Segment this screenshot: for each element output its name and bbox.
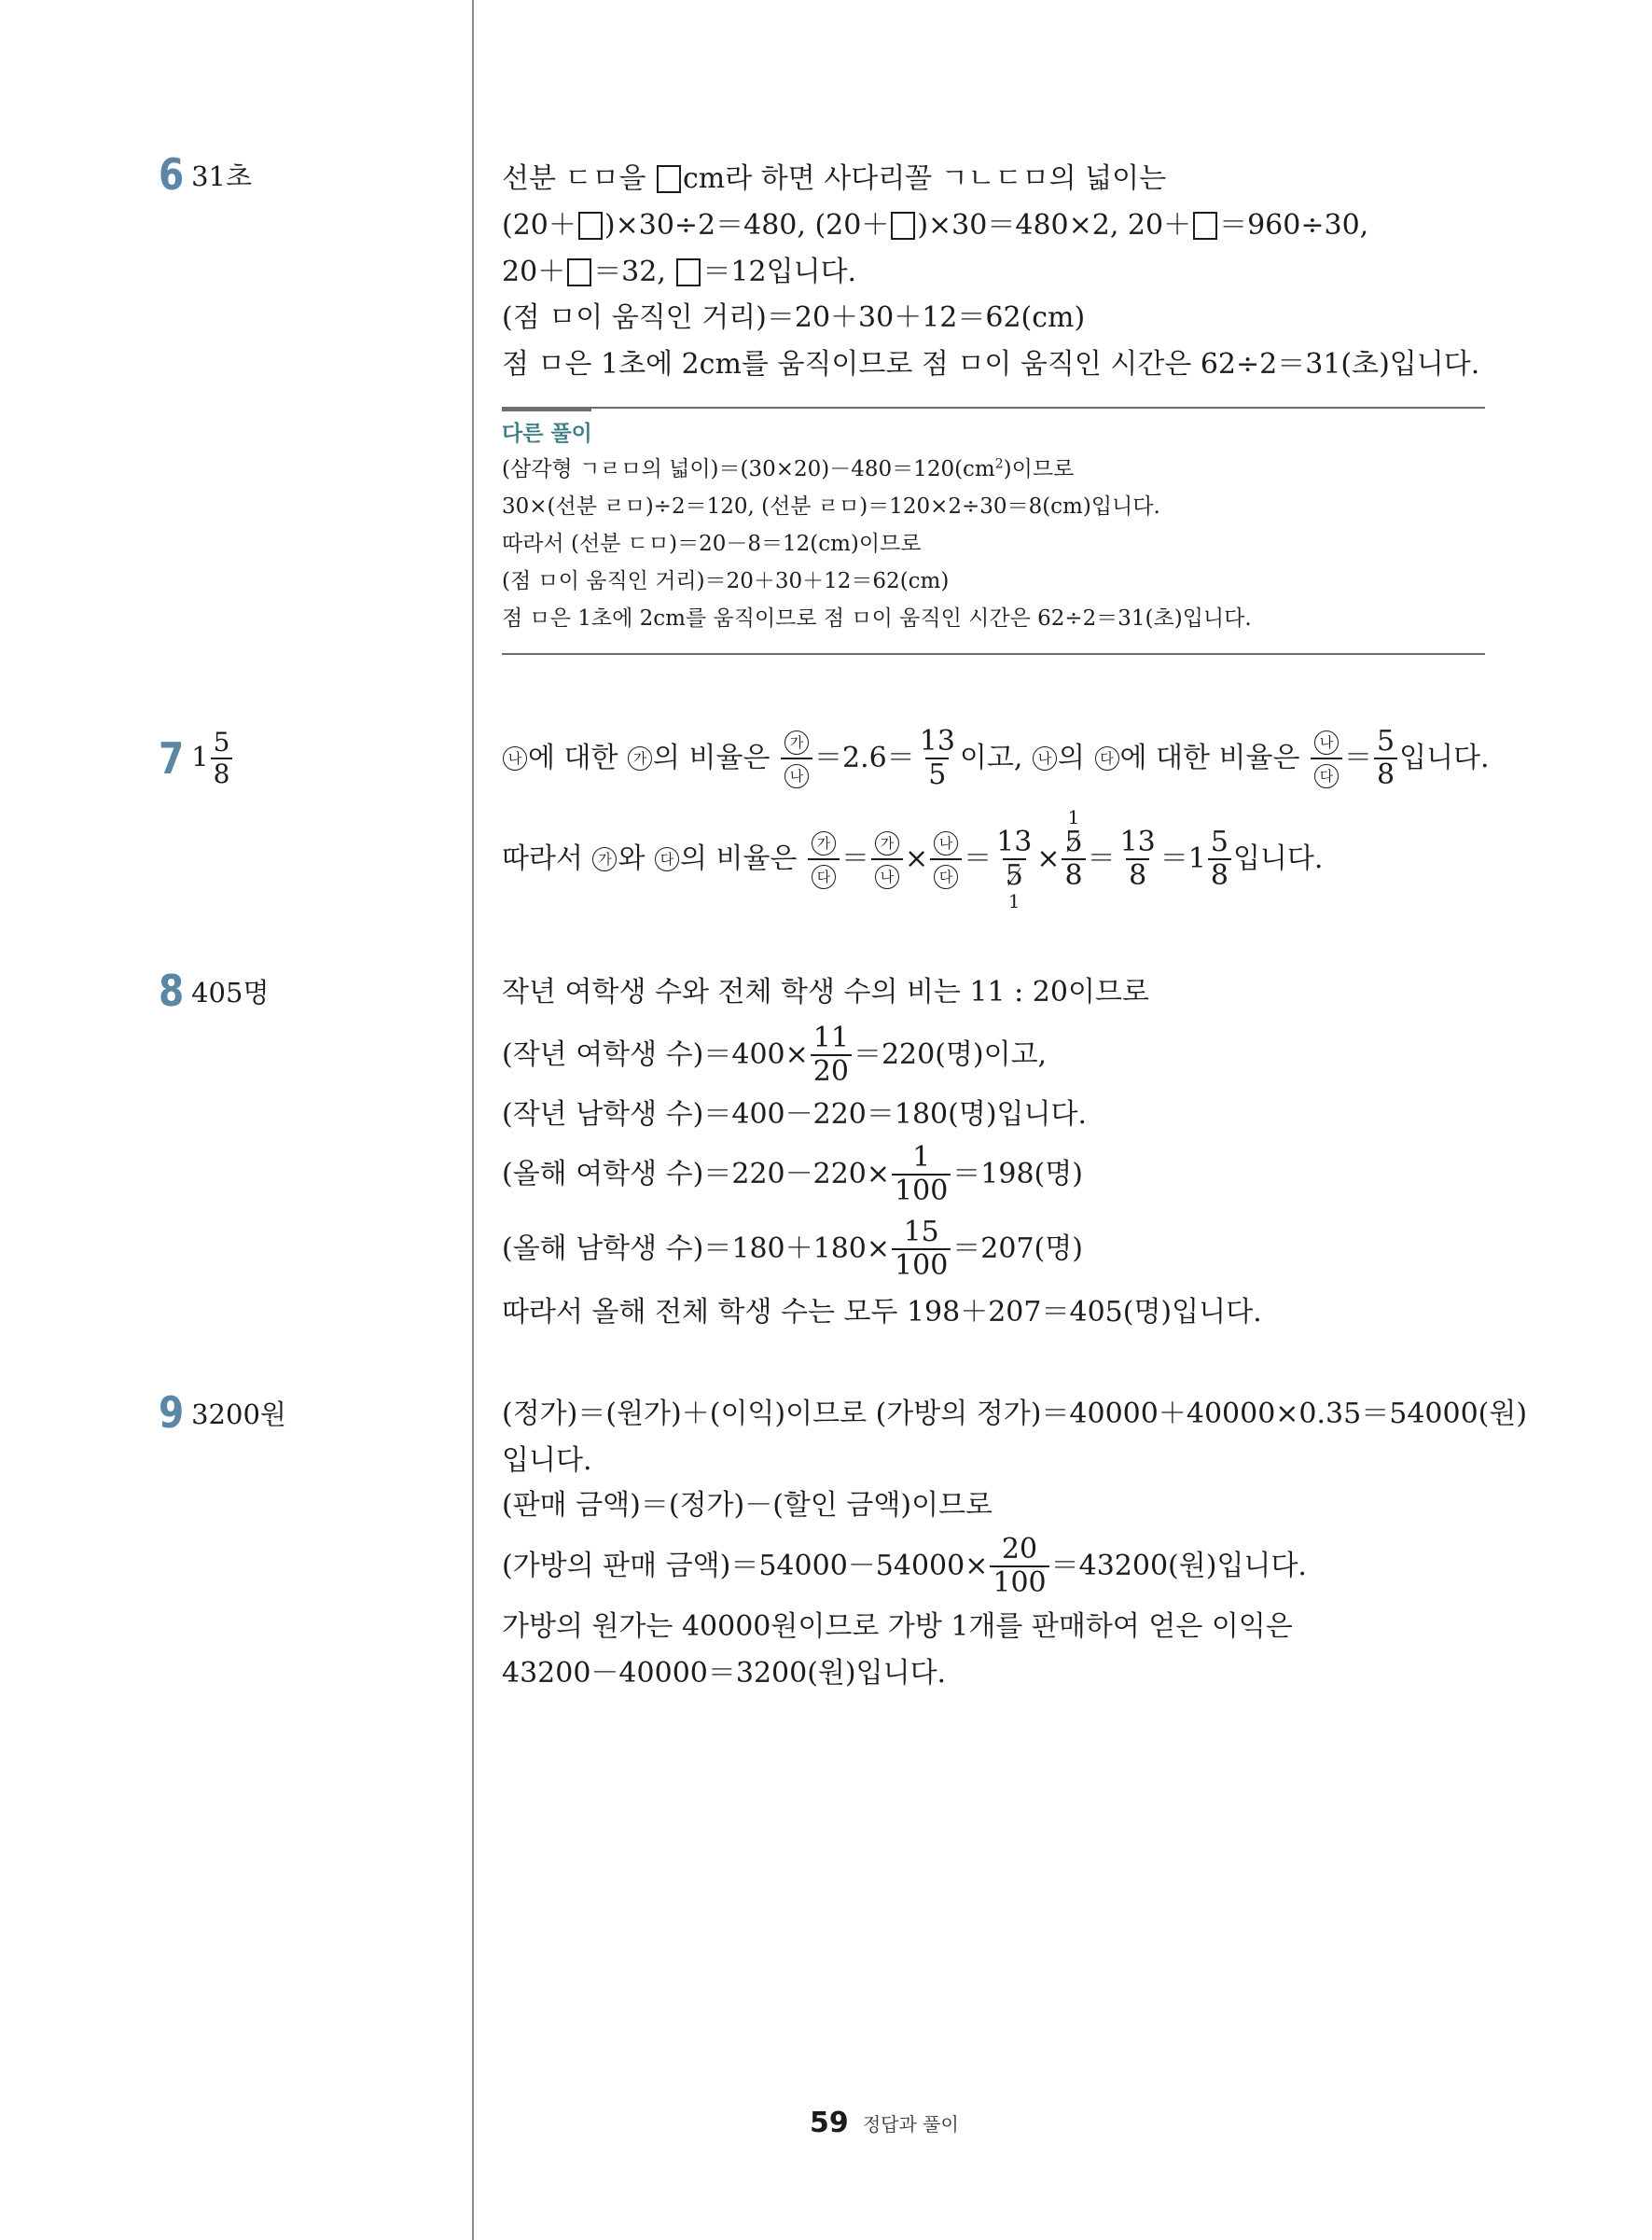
solution-line: 입니다.	[502, 1444, 592, 1477]
answer: 1 $\frac{5}{8}$	[191, 741, 234, 772]
solution-line: 점 ㅁ은 1초에 2cm를 움직이므로 점 ㅁ이 움직인 시간은 62÷2＝31(초)입니다.	[502, 348, 1480, 381]
fraction: 1 5 8	[1062, 828, 1085, 890]
alt-line: 점 ㅁ은 1초에 2cm를 움직이므로 점 ㅁ이 움직인 시간은 62÷2＝31(초)입니다.	[502, 606, 1252, 631]
problem-9-header	[159, 1387, 286, 1438]
divider-accent	[502, 407, 591, 411]
answer: 3200원	[191, 1398, 286, 1430]
problem-number: 9	[159, 1387, 185, 1438]
solution-line: 나 에 대한 가 의 비율은 $\frac{\text{가}}{\text{나}}$ ＝2.6＝ $\frac{13}{5}$ 이고, 나 의 다 에 대한 비율은 $\frac{\text{나}}{\text{다}}$ ＝ $\frac{5}{8}$ 입니다.	[502, 728, 1490, 787]
solution-line: (판매 금액)＝(정가)－(할인 금액)이므로	[502, 1489, 993, 1522]
page-label: 정답과 풀이	[862, 2113, 959, 2136]
blank-box	[567, 258, 591, 286]
problem-number: 7	[159, 733, 185, 784]
problem-7-header	[159, 727, 234, 789]
solution-line: 작년 여학생 수와 전체 학생 수의 비는 11 : 20이므로	[502, 976, 1149, 1009]
page-footer	[810, 2107, 959, 2139]
alt-line: (삼각형 ㄱㄹㅁ의 넓이)$=(30\times 20)-480=120(cm^2)$이므로	[502, 456, 1075, 481]
fraction: $\frac{20}{100}$	[990, 1536, 1048, 1597]
fraction: $\frac{11}{20}$	[811, 1024, 852, 1086]
solution-line: 43200－40000＝3200(원)입니다.	[502, 1657, 947, 1690]
blank-box	[578, 212, 603, 240]
solution-line: (올해 여학생 수)＝220－220× $\frac{1}{100}$ ＝198(명)	[502, 1141, 1083, 1207]
problem-8-header	[159, 966, 269, 1016]
fraction: $\frac{13}{8}$	[1119, 826, 1156, 892]
alt-line: 30×(선분 ㄹㅁ)÷2＝120, (선분 ㄹㅁ)＝120×2÷30＝8(cm)입니다.	[502, 494, 1160, 519]
fraction: $\frac{\text{나}}{\text{다}}$	[1311, 728, 1342, 789]
fraction: $\frac{5}{8}$	[1208, 828, 1231, 890]
fraction: $\frac{1}{100}$	[892, 1144, 951, 1205]
solution-line: 선분 ㄷㅁ을 cm라 하면 사다리꼴 ㄱㄴㄷㅁ의 넓이는	[502, 162, 1167, 195]
divider	[502, 653, 1485, 655]
fraction: $\frac{15}{100}$	[892, 1218, 951, 1280]
fraction: $\frac{\text{가}}{\text{다}}$	[808, 828, 840, 890]
fraction: $\frac{13}{5}$	[919, 725, 955, 791]
answer: 405명	[191, 976, 270, 1009]
blank-box	[657, 165, 681, 193]
fraction: 13 5 1	[996, 826, 1033, 912]
answer: 31초	[191, 160, 253, 192]
fraction: $\frac{\text{가}}{\text{나}}$	[781, 728, 812, 789]
solution-line: (점 ㅁ이 움직인 거리)＝20＋30＋12＝62(cm)	[502, 301, 1086, 334]
solution-line: 20＋ ＝32, ＝12입니다.	[502, 256, 857, 288]
column-divider	[472, 0, 474, 2240]
fraction: $\frac{\text{가}}{\text{나}}$	[871, 828, 903, 890]
solution-line: (작년 남학생 수)＝400－220＝180(명)입니다.	[502, 1098, 1088, 1131]
alt-line: 따라서 (선분 ㄷㅁ)＝20－8＝12(cm)이므로	[502, 532, 922, 556]
alt-line: (점 ㅁ이 움직인 거리)＝20＋30＋12＝62(cm)	[502, 569, 950, 593]
fraction: $\frac{5}{8}$	[1374, 728, 1397, 789]
solution-line: 따라서 가 와 다 의 비율은 $\frac{\text{가}}{\text{다}}$ ＝ $\frac{\text{가}}{\text{나}}$ × $\frac{\text{나}}{\text{다}}$ ＝ 13 5 1 × 1 5 8 ＝ $\frac{13}{8}$ ＝1 $\frac{5}{8}$ 입니다.	[502, 806, 1324, 912]
alternative-title: 다른 풀이	[502, 422, 592, 446]
blank-box	[891, 212, 915, 240]
solution-line: (올해 남학생 수)＝180＋180× $\frac{15}{100}$ ＝207(명)	[502, 1216, 1083, 1282]
answer-fraction: $\frac{5}{8}$	[211, 730, 233, 787]
solution-line: 따라서 올해 전체 학생 수는 모두 198＋207＝405(명)입니다.	[502, 1296, 1262, 1329]
solution-line: (20＋ )×30÷2＝480, (20＋ )×30＝480×2, 20＋ ＝960÷30,	[502, 209, 1369, 242]
problem-6-header	[159, 149, 252, 200]
solution-line: (작년 여학생 수)＝400× $\frac{11}{20}$ ＝220(명)이고,	[502, 1022, 1048, 1088]
problem-number: 8	[159, 966, 185, 1016]
fraction: $\frac{\text{나}}{\text{다}}$	[930, 828, 962, 890]
divider	[502, 407, 1485, 409]
blank-box	[676, 258, 701, 286]
page-number: 59	[810, 2107, 849, 2139]
solution-line: 가방의 원가는 40000원이므로 가방 1개를 판매하여 얻은 이익은	[502, 1610, 1293, 1643]
solution-line: (정가)＝(원가)＋(이익)이므로 (가방의 정가)＝40000＋40000×0.35＝54000(원)	[502, 1398, 1528, 1430]
solution-line: (가방의 판매 금액)＝54000－54000× $\frac{20}{100}$ ＝43200(원)입니다.	[502, 1533, 1307, 1599]
alternative-solution-box	[502, 407, 1485, 655]
problem-number: 6	[159, 149, 185, 200]
blank-box	[1193, 212, 1217, 240]
